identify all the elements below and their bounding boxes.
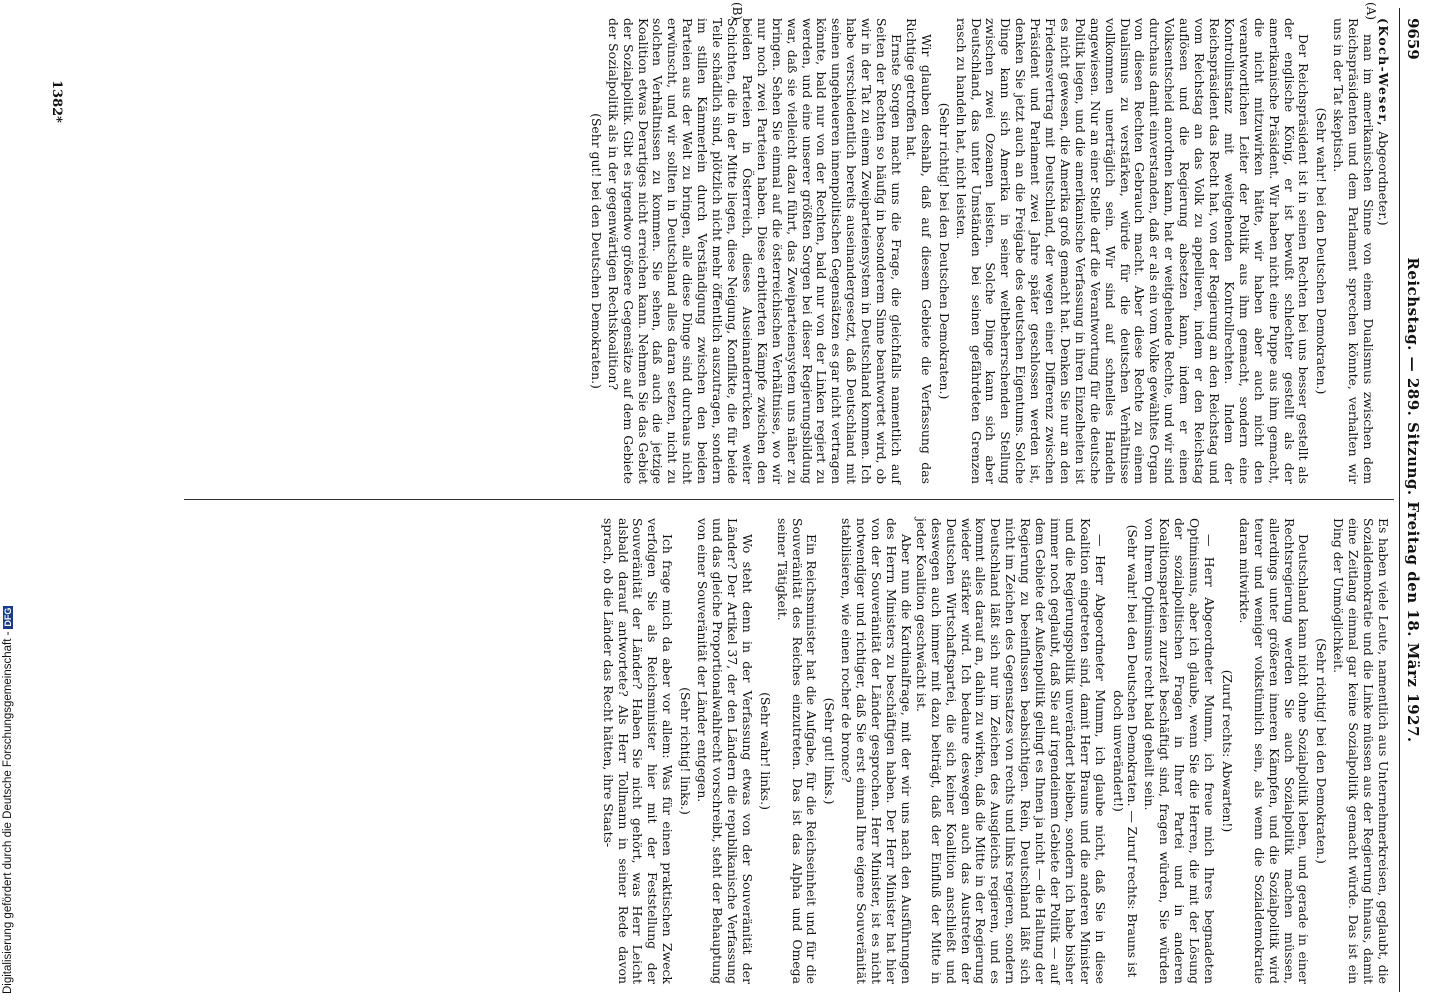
margin-marker-b: (B): [730, 2, 744, 21]
interjection-remark: (Sehr wahr! bei den Deutschen Demokraten.): [1314, 107, 1330, 395]
interjection-remark: (Sehr gut! links.): [822, 697, 838, 805]
credit-text: Digitalisierung gefördert durch die Deutsche Forschungsgemeinschaft -: [2, 631, 14, 994]
speech-paragraph: Wir glauben deshalb, daß auf diesem Gebiete die Verfassung das Richtige getroffen hat.: [903, 18, 934, 484]
speech-paragraph: Der Reichspräsident ist in seinen Rechten bei uns besser gestellt als der englische König, er ist bewußt schlechter gestellt als der amerikanische Präsident. Wir haben nicht eine Puppe aus ihm gemacht, die nicht mitzuwirken hätte, wir haben aber auch nicht den verantwortlichen Leiter der Politik aus ihm gemacht, sondern eine Kontrollinstanz mit weitgehenden Kontrollrechten. Indem der Reichspräsident das Recht hat, von der Regierung an den Reichstag und vom Reichstag an das Volk zu appellieren, indem er den Reichstag auflösen und die Regierung absetzen kann, indem er einen Volksentscheid anordnen kann, hat er weitgehende Rechte, und wir sind durchaus damit einverstanden, daß er als ein vom Volke gewähltes Organ von diesen Rechten Gebrauch macht. Aber diese Rechte zu einem Dualismus zu verstärken, würde für die deutschen Verhältnisse vollkommen unerträglich sein. Wir sind auf schnelles Handeln angewiesen. Nur an einer Stelle darf die Verantwortung für die deutsche Politik liegen, und die amerikanische Verfassung in ihren Einzelheiten ist es nicht gewesen, die Amerika groß gemacht hat. Denken Sie nur an den Friedensvertrag mit Deutschland, der wegen einer Differenz zwischen Präsident und Parlament zwei Jahre später geschlossen werden ist, denken Sie jetzt auch an die Freigabe des deutschen Eigentums. Solche Dinge kann sich Amerika in seiner weltbeherrschenden Stellung zwischen zwei Ozeanen leisten. Solche Dinge kann sich aber Deutschland, das unter Umständen bei seinen gefährdeten Grenzen rasch zu handeln hat, nicht leisten.: [953, 18, 1312, 484]
speaker-role: Abgeordneter.): [1376, 127, 1391, 226]
interjection-remark: (Sehr richtig! links.): [678, 687, 694, 815]
page-header: [1400, 0, 1434, 1000]
dfg-logo: DFG: [3, 607, 13, 627]
margin-marker-a: (A): [1364, 2, 1378, 21]
speech-paragraph: Ein Reichsminister hat die Aufgabe, für die Reichseinheit und für die Souveränität des Reiches einzutreten. Das ist das Alpha und Omega seiner Tätigkeit.: [774, 518, 820, 984]
speech-paragraph: Aber nun die Kardinalfrage, mit der wir uns nach den Ausführungen des Herrn Ministers zu beschäftigen haben. Der Herr Minister hat hier von der Souveränität der Länder gesprochen. Herr Minister, ist es nicht notwendiger und richtiger, daß Sie erst einmal Ihre eigene Souveränität stabilisieren, wie einen rocher de bronce?: [839, 518, 914, 984]
speech-paragraph: Ich frage mich da aber vor allem: Was für einen praktischen Zweck verfolgen Sie als Reichsminister hier mit der Feststellung der Souveränität der Länder? Haben Sie nicht gehört, was Herr Leicht alsbald darauf antwortete? Als Herr Tollmann in seiner Rede davon sprach, ob die Länder das Recht hätten, ihre Staats-: [600, 518, 676, 984]
speech-paragraph: — Herr Abgeordneter Mumm, ich glaube nicht, daß Sie in diese Koalition eingetreten sind, damit Herr Brauns und die anderen Minister und die Regierungspolitik unverändert bleiben, sondern ich habe bisher immer noch geglaubt, daß Sie auf irgendeinem Gebiete der Politik — auf dem Gebiete der Außenpolitik gelingt es Ihnen ja nicht — die Haltung der Regierung zu beeinflussen beabsichtigen. Rein, Deutschland läßt sich nicht im Zeichen des Gegensatzes von rechts und links regieren, sondern Deutschland läßt sich nur im Zeichen des Ausgleichs regieren, und es kommt alles darauf an, dahin zu wirken, daß die Mitte in der Regierung wieder stärker wird. Ich bedaure deswegen auch das Austreten der Deutschen Wirtschaftspartei, die sich keiner Koalition anschließt und deswegen auch immer mit dazu beiträgt, daß der Einfluß der Mitte in jeder Koalition geschwächt ist.: [913, 518, 1108, 984]
speech-paragraph: Ernste Sorgen macht uns die Frage, die gleichfalls namentlich auf Seiten der Rechten so häufig in besonderem Sinne beantwortet wird, ob wir in der Tat zu einem Zweiparteiensystem in Deutschland kommen. Ich habe verschiedentlich bereits auseinandergesetzt, daß Deutschland mit seinen ungeheueren innenpolitischen Gegensätzen es gar nicht vertragen könnte, bald nur von der Rechten, bald nur von der Linken regiert zu werden, und eine unserer größten Sorgen bei dieser Regierungsbildung war, daß sie vielleicht dazu führt, das Zweiparteiensystem uns näher zu bringen. Sehen Sie einmal auf die österreichischen Verhältnisse, wo wir nur noch zwei Parteien haben. Diese erbitterten Kämpfe zwischen den beiden Parteien in Österreich, dieses Auseinanderrücken weiter Schichten, die in der Mitte liegen, diese Neigung, Konflikte, die für beide Teile schädlich sind, plötzlich nicht mehr öffentlich auszutragen, sondern im stillen Kämmerlein durch Verständigung zwischen den beiden Parteien aus der Welt zu bringen, alle diese Dinge sind durchaus nicht erwünscht, und wir sollten in Deutschland alles daran setzen, nicht zu solchen Verhältnissen zu kommen. Sie sehen, daß auch die jetzige Koalition etwas Derartiges nicht erreichen kann. Nehmen Sie das Gebiet der Sozialpolitik. Gibt es irgendwo größere Gegensätze auf dem Gebiete der Sozialpolitik als in der gegenwärtigen Rechtskoalition?: [605, 18, 904, 484]
interjection-remark: (Sehr richtig! bei den Demokraten.): [1314, 638, 1330, 864]
interjection-remark: (Zuruf rechts: Abwarten!): [1219, 669, 1235, 833]
left-column: [585, 18, 1390, 484]
speech-paragraph: man im amerikanischen Sinne von einem Dualismus zwischen dem Reichspräsidenten und dem Parlament sprechen könnte, verhalten wir uns in der Tat skeptisch.: [1331, 18, 1377, 484]
interjection-remark: (Sehr wahr! bei den Deutschen Demokraten. — Zuruf rechts: Brauns ist doch unverändert!): [1110, 524, 1141, 978]
speech-paragraph: [1375, 18, 1390, 484]
speech-paragraph: Es haben viele Leute, namentlich aus Unternehmerkreisen, geglaubt, die Sozialdemokratie und die Linke müssen aus der Regierung hinaus, damit eine Zeitlang einmal gar keine Sozialpolitik gemacht würde. Das ist ein Ding der Unmöglichkeit.: [1331, 518, 1391, 984]
sheet-number: 1382*: [49, 80, 64, 123]
speech-paragraph: — Herr Abgeordneter Mumm, ich freue mich Ihres begnadeten Optimismus, aber ich glaube, wenn Sie die Herren, die mit der Lösung der sozialpolitischen Fragen in Ihrer Partei und in anderen Koalitionsparteien zurzeit beschäftigt sind, fragen würden, Sie würden von Ihrem Optimismus recht bald geheilt sein.: [1142, 518, 1218, 984]
right-column: [600, 518, 1390, 984]
digitization-credit: [0, 0, 18, 1000]
speech-paragraph: Deutschland kann nicht ohne Sozialpolitik leben, und gerade in einer Rechtsregierung werden Sie auch Sozialpolitik machen müssen, allerdings unter größeren inneren Kämpfen, und die Sozialpolitik wird teurer und weniger volkstümlich sein, als wenn die Sozialdemokratie daran mitwirkte.: [1236, 518, 1312, 984]
interjection-remark: (Sehr wahr! links.): [757, 692, 773, 810]
header-title: Reichstag. — 289. Sitzung. Freitag den 18. März 1927.: [1404, 257, 1422, 743]
column-divider: [184, 499, 1394, 500]
page-number: 9659: [1404, 18, 1422, 60]
interjection-remark: (Sehr gut! bei den Deutschen Demokraten.): [588, 113, 604, 389]
header-rule: [1399, 8, 1400, 992]
speaker-name: (Koch-Weser,: [1376, 18, 1391, 128]
speech-paragraph: Wo steht denn in der Verfassung etwas von der Souveränität der Länder? Der Artikel 37, der den Ländern die republikanische Verfassung und das gleiche Proportionalwahlrecht vorschreibt, steht der Behauptung von einer Souveränität der Länder entgegen.: [695, 518, 755, 984]
interjection-remark: (Sehr richtig! bei den Deutschen Demokraten.): [936, 102, 952, 400]
